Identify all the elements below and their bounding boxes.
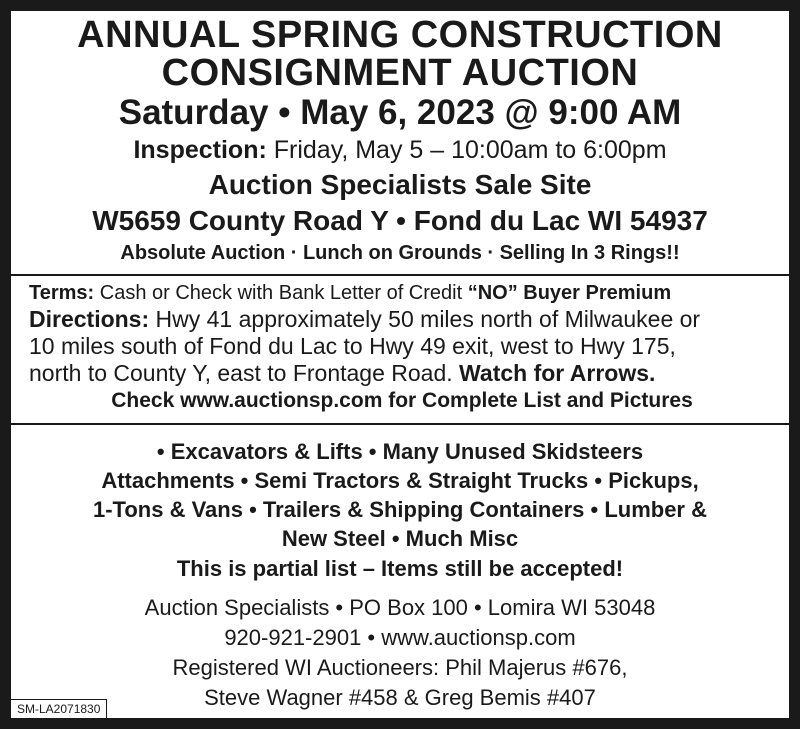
directions-text-1: Hwy 41 approximately 50 miles north of Milwaukee or xyxy=(149,306,701,332)
contact-line-1: Auction Specialists • PO Box 100 • Lomira WI 53048 xyxy=(144,595,656,620)
inspection-line xyxy=(11,134,789,167)
directions-line-1 xyxy=(29,306,775,333)
partial-list-note: This is partial list – Items still be accepted! xyxy=(176,556,624,581)
ad-code: SM-LA2071830 xyxy=(11,699,107,718)
items-line-3: 1-Tons & Vans • Trailers & Shipping Containers • Lumber & xyxy=(93,497,707,522)
contact-block xyxy=(11,585,789,713)
items-line-2: Attachments • Semi Tractors & Straight Trucks • Pickups, xyxy=(101,468,699,493)
directions-text-3: north to County Y, east to Frontage Road. xyxy=(29,360,460,386)
contact-line-3: Registered WI Auctioneers: Phil Majerus #676, xyxy=(172,655,628,680)
contact-line-2: 920-921-2901 • www.auctionsp.com xyxy=(224,625,576,650)
terms-label: Terms: xyxy=(29,282,95,304)
inspection-text: Friday, May 5 – 10:00am to 6:00pm xyxy=(266,136,667,164)
contact-line-4: Steve Wagner #458 & Greg Bemis #407 xyxy=(204,685,596,710)
terms-text: Cash or Check with Bank Letter of Credit xyxy=(94,282,468,304)
sale-site-name: Auction Specialists Sale Site xyxy=(208,169,592,200)
terms-line xyxy=(29,281,775,306)
sale-site-address: W5659 County Road Y • Fond du Lac WI 54937 xyxy=(92,205,708,236)
website-note: Check www.auctionsp.com for Complete List and Pictures xyxy=(111,389,693,412)
ad-title-line-2: CONSIGNMENT AUCTION xyxy=(161,52,639,94)
directions-line-2: 10 miles south of Fond du Lac to Hwy 49 exit, west to Hwy 175, xyxy=(29,333,676,359)
directions-label: Directions: xyxy=(29,306,150,332)
terms-directions-block xyxy=(11,276,789,423)
inspection-label: Inspection: xyxy=(133,136,267,164)
auction-tagline: Absolute Auction · Lunch on Grounds · Selling In 3 Rings!! xyxy=(120,242,680,264)
items-line-4: New Steel • Much Misc xyxy=(281,526,519,551)
items-list xyxy=(11,425,789,553)
ad-title-line-1: ANNUAL SPRING CONSTRUCTION xyxy=(77,14,723,56)
auction-date: Saturday • May 6, 2023 @ 9:00 AM xyxy=(118,93,682,132)
watch-for-arrows: Watch for Arrows. xyxy=(459,360,656,386)
items-line-1: • Excavators & Lifts • Many Unused Skidsteers xyxy=(156,439,644,464)
buyer-premium: “NO” Buyer Premium xyxy=(467,282,672,304)
directions-line-3 xyxy=(29,360,775,387)
